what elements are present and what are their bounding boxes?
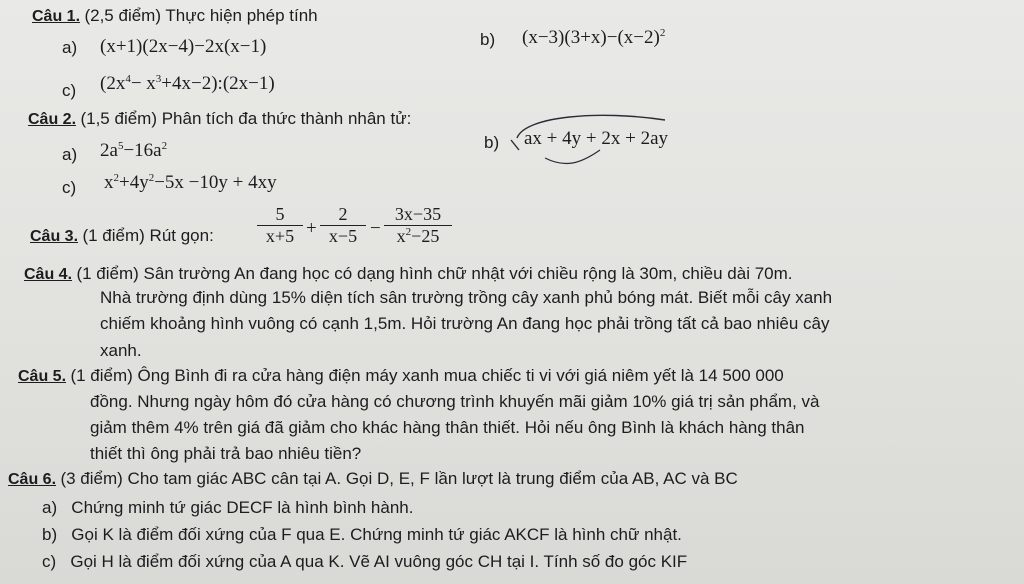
q1-c-exponent-1: 4 bbox=[125, 73, 131, 85]
q2-c-exponent-2: 2 bbox=[148, 172, 155, 184]
q3-fraction-2 bbox=[320, 204, 366, 247]
q2-c-mid: +4y bbox=[119, 172, 149, 193]
q6-c-text: Gọi H là điểm đối xứng của A qua K. Vẽ AI vuông góc CH tại I. Tính số đo góc KIF bbox=[70, 552, 688, 571]
q2-a-mid: −16a bbox=[123, 140, 162, 161]
pen-annotation-curve bbox=[505, 106, 700, 176]
q2-b-letter: b) bbox=[484, 133, 500, 152]
q1-a-expression: (x+1)(2x−4)−2x(x−1) bbox=[100, 36, 267, 57]
q3-fraction-3-denominator bbox=[384, 225, 452, 247]
q1-description: (2,5 điểm) Thực hiện phép tính bbox=[84, 6, 318, 25]
q5-heading bbox=[18, 366, 784, 386]
q2-label: Câu 2. bbox=[28, 111, 77, 128]
q3-heading bbox=[30, 226, 214, 246]
q6-b-letter: b) bbox=[42, 525, 58, 544]
q3-fraction-1-denominator: x+5 bbox=[257, 225, 303, 247]
q1-b-base: (x−3)(3+x)−(x−2) bbox=[522, 27, 660, 48]
q5-line-3: giảm thêm 4% trên giá đã giảm cho khác hàng thân thiết. Hỏi nếu ông Bình là khách hàng thân bbox=[90, 418, 805, 437]
q2-c-letter: c) bbox=[62, 178, 77, 197]
q2-a-letter: a) bbox=[62, 145, 78, 164]
q3-fraction-3-numerator: 3x−35 bbox=[394, 204, 442, 224]
q2-a-expression bbox=[100, 140, 167, 162]
q1-c-letter: c) bbox=[62, 81, 77, 100]
q5-line-2: đồng. Nhưng ngày hôm đó cửa hàng có chương trình khuyến mãi giảm 10% giá trị sản phẩm, và bbox=[90, 392, 820, 411]
q3-fraction-2-numerator: 2 bbox=[338, 204, 348, 224]
q1-label: Câu 1. bbox=[32, 8, 81, 25]
q3-fraction-1-numerator: 5 bbox=[275, 204, 285, 224]
q2-c-pre: x bbox=[104, 172, 114, 193]
q5-line-4: thiết thì ông phải trả bao nhiêu tiền? bbox=[90, 444, 362, 463]
q6-b-text: Gọi K là điểm đối xứng của F qua E. Chứng minh tứ giác AKCF là hình chữ nhật. bbox=[71, 525, 682, 544]
q6-a bbox=[42, 495, 413, 520]
q1-c-end: +4x−2):(2x−1) bbox=[161, 73, 275, 94]
q2-a-pre: 2a bbox=[100, 140, 118, 161]
q3-fraction-1 bbox=[257, 204, 303, 247]
q6-label: Câu 6. bbox=[8, 471, 57, 488]
q1-b-exponent: 2 bbox=[659, 27, 666, 39]
q2-description: (1,5 điểm) Phân tích đa thức thành nhân tử: bbox=[80, 109, 412, 128]
q2-a-exponent-1: 5 bbox=[117, 140, 124, 152]
q4-heading bbox=[24, 264, 793, 284]
q6-a-letter: a) bbox=[42, 498, 58, 517]
q3-f3-den-pre: x bbox=[396, 226, 406, 246]
q4-line-4: xanh. bbox=[100, 341, 142, 360]
q6-c bbox=[42, 549, 687, 574]
q6-a-text: Chứng minh tứ giác DECF là hình bình hành. bbox=[71, 498, 414, 517]
q1-b-letter: b) bbox=[480, 30, 496, 49]
q3-fraction-3 bbox=[384, 204, 452, 247]
q2-b-expression: ax + 4y + 2x + 2ay bbox=[524, 128, 669, 149]
q3-f3-den-end: −25 bbox=[411, 226, 440, 246]
q1-heading bbox=[32, 6, 318, 26]
q3-f3-den-exponent: 2 bbox=[405, 226, 412, 238]
q3-fraction-2-denominator: x−5 bbox=[320, 225, 366, 247]
q6-heading bbox=[8, 469, 738, 489]
q4-line-1: (1 điểm) Sân trường An đang học có dạng hình chữ nhật với chiều rộng là 30m, chiều dài 70m. bbox=[76, 264, 793, 283]
q2-c-end: −5x −10y + 4xy bbox=[154, 172, 277, 193]
q2-a-exponent-2: 2 bbox=[161, 140, 168, 152]
q3-minus-operator: − bbox=[370, 218, 381, 239]
q1-a-letter: a) bbox=[62, 38, 78, 57]
q6-b bbox=[42, 522, 682, 547]
q1-b-expression bbox=[522, 27, 665, 49]
q1-c-mid: − x bbox=[130, 73, 156, 94]
q6-description: (3 điểm) Cho tam giác ABC cân tại A. Gọi D, E, F lần lượt là trung điểm của AB, AC và BC bbox=[60, 469, 738, 488]
q2-heading bbox=[28, 109, 411, 129]
q3-description: (1 điểm) Rút gọn: bbox=[82, 226, 214, 245]
q4-line-3: chiếm khoảng hình vuông có cạnh 1,5m. Hỏi trường An đang học phải trồng tất cả bao nhiêu cây bbox=[100, 314, 830, 333]
q5-line-1: (1 điểm) Ông Bình đi ra cửa hàng điện máy xanh mua chiếc ti vi với giá niêm yết là 14 500 000 bbox=[70, 366, 784, 385]
q1-c-open: (2x bbox=[100, 73, 126, 94]
q4-line-2: Nhà trường định dùng 15% diện tích sân trường trồng cây xanh phủ bóng mát. Biết mỗi cây xanh bbox=[100, 288, 833, 307]
q2-c-expression bbox=[104, 172, 277, 194]
q6-c-letter: c) bbox=[42, 552, 57, 571]
q4-label: Câu 4. bbox=[24, 266, 73, 283]
q1-c-exponent-2: 3 bbox=[155, 73, 162, 85]
q3-label: Câu 3. bbox=[30, 228, 79, 245]
q1-c-expression bbox=[100, 73, 275, 95]
q2-c-exponent-1: 2 bbox=[113, 172, 119, 184]
q5-label: Câu 5. bbox=[18, 368, 67, 385]
q3-plus-operator: + bbox=[306, 218, 317, 239]
